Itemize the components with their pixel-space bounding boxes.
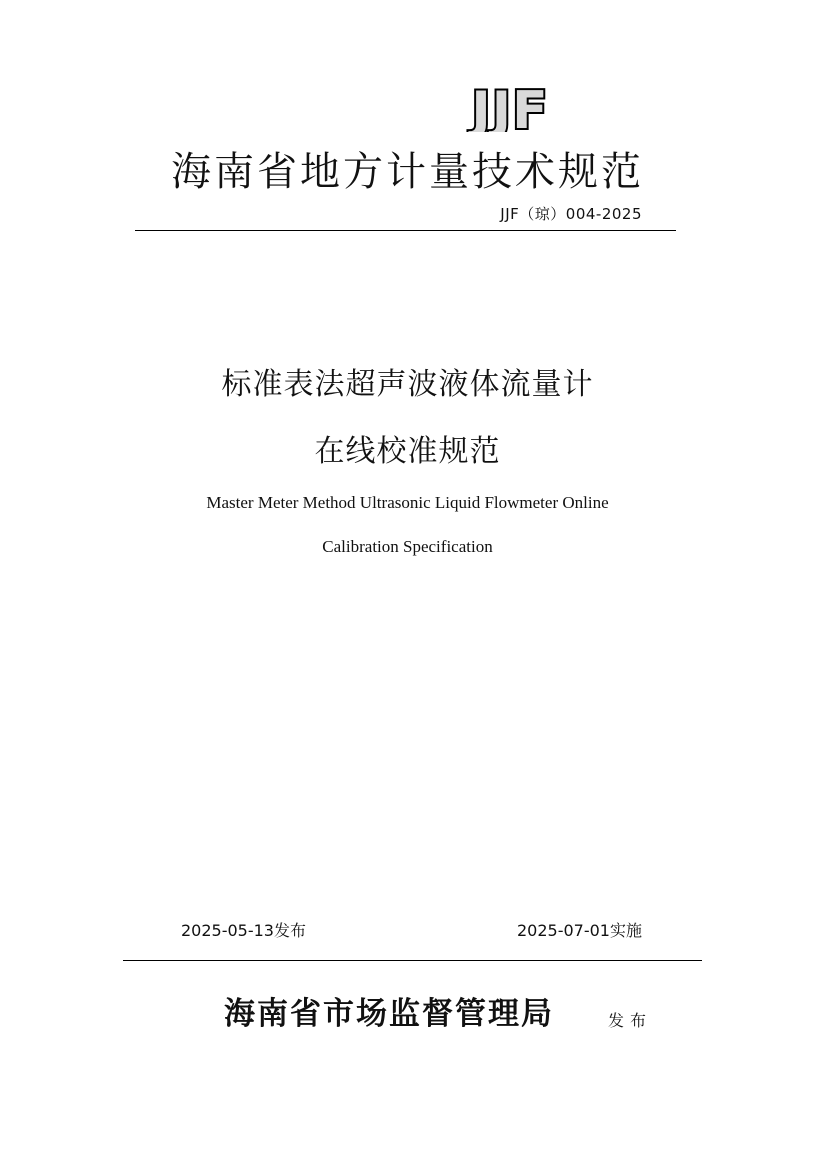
document-title-en-line1: Master Meter Method Ultrasonic Liquid Flowmeter Online [206, 493, 609, 512]
jjf-logo-text: JJF [471, 81, 549, 132]
issued-label: 发布 [608, 1011, 653, 1030]
document-title-cn-line1: 标准表法超声波液体流量计 [221, 367, 594, 402]
header-divider [135, 230, 676, 231]
footer-divider [123, 960, 702, 961]
standard-series-title: 海南省地方计量技术规范 [171, 149, 644, 195]
document-title-en-line2: Calibration Specification [322, 537, 493, 556]
issuing-authority: 海南省市场监督管理局 [224, 996, 554, 1032]
document-code: JJF（琼）004-2025 [500, 205, 642, 223]
jjf-logo [440, 80, 580, 132]
document-title-cn-line2: 在线校准规范 [314, 434, 501, 469]
effective-date: 2025-07-01实施 [517, 921, 642, 940]
issue-date: 2025-05-13发布 [181, 921, 306, 940]
